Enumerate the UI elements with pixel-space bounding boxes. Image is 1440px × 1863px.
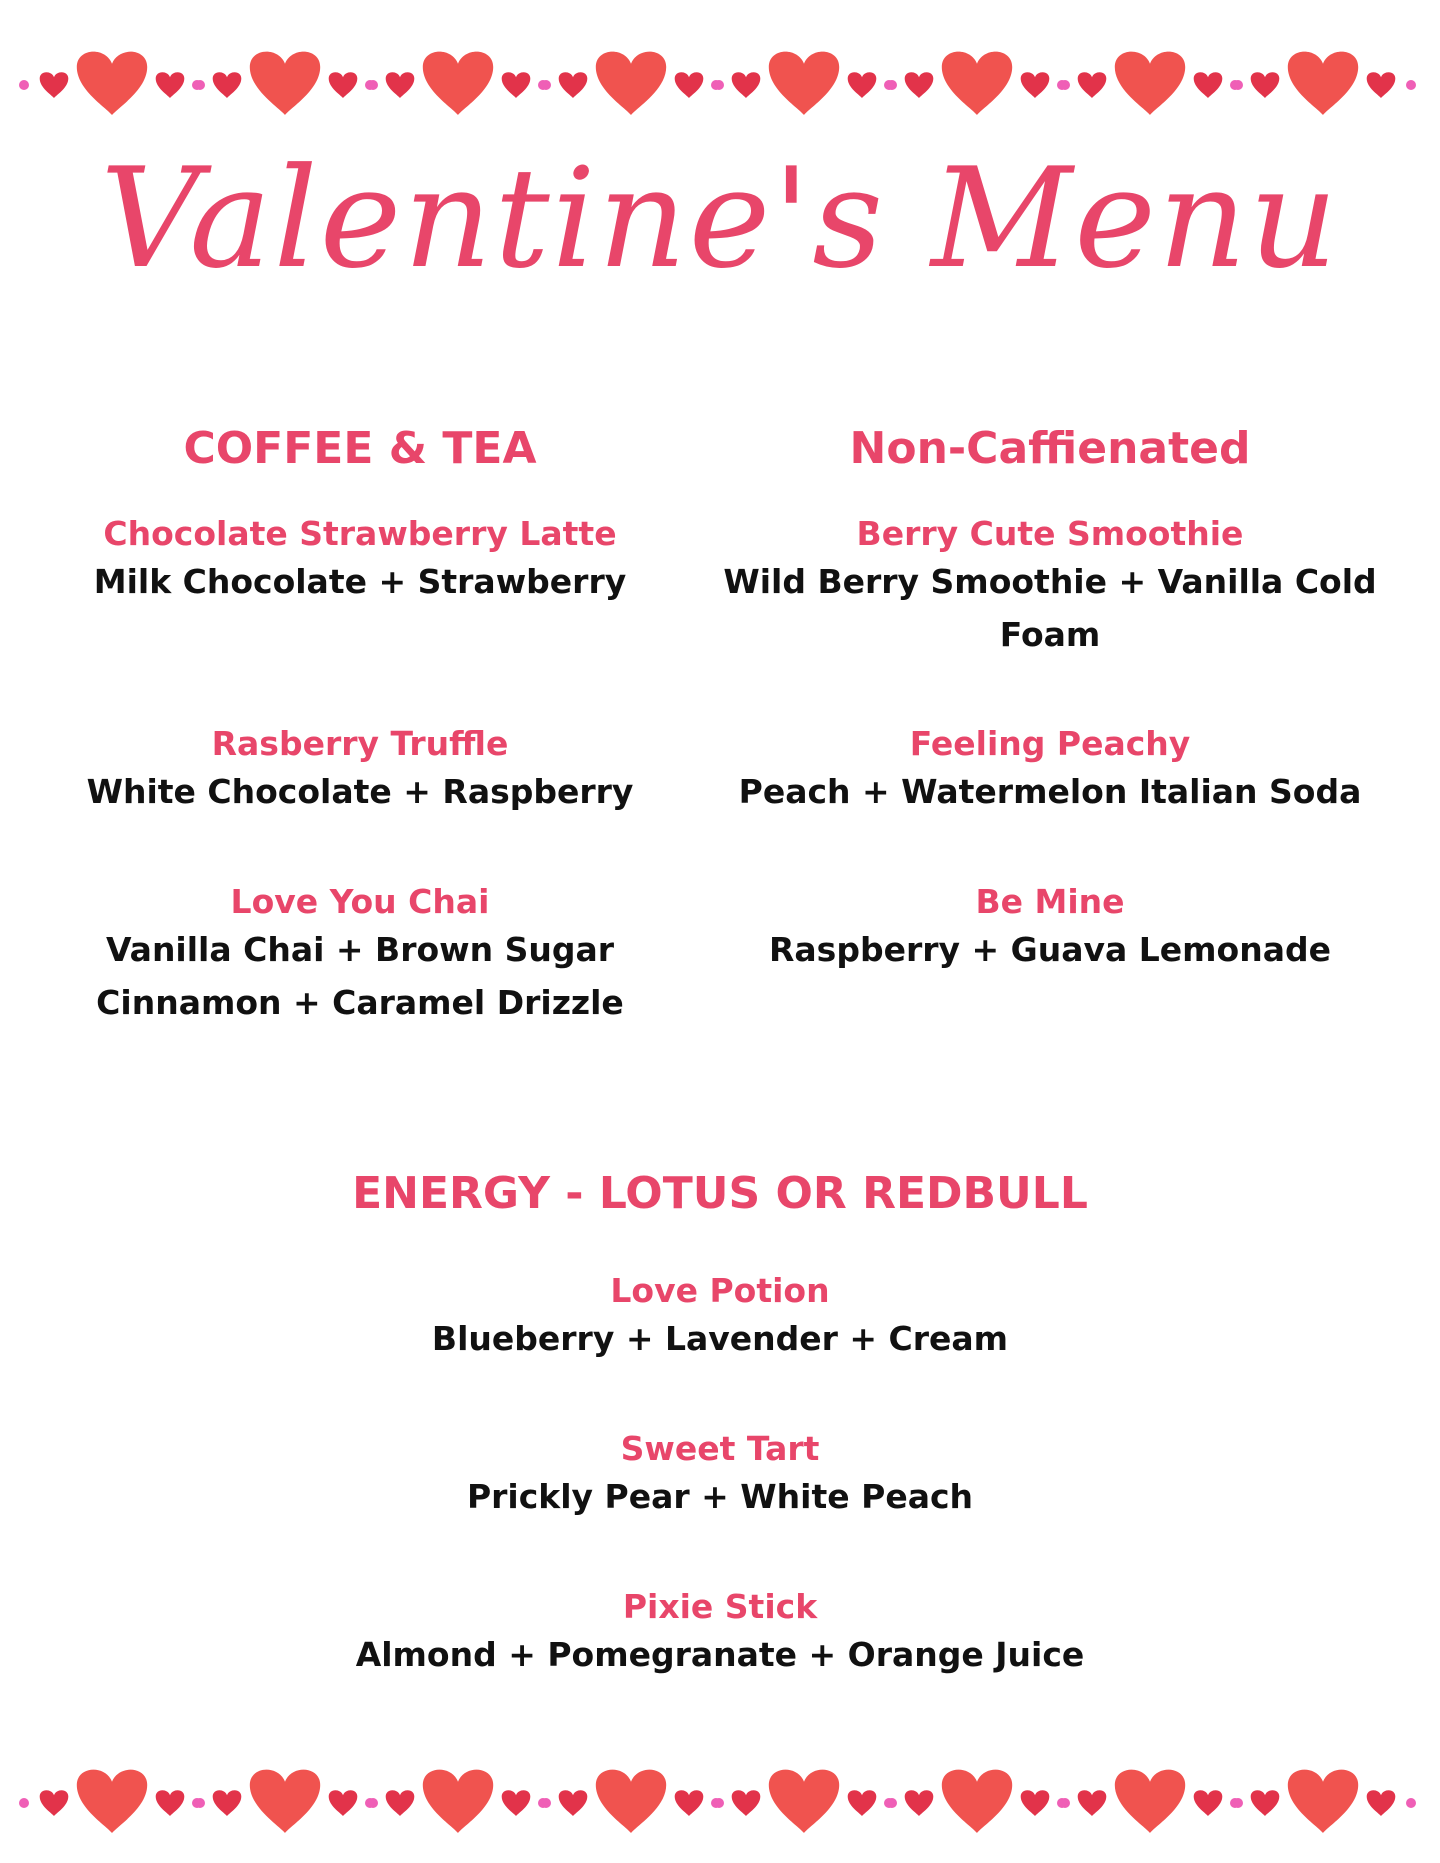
energy-section <box>120 1170 1320 1690</box>
heart-icon <box>559 1790 588 1816</box>
heart-icon <box>848 72 877 98</box>
item-description: Almond + Pomegranate + Orange Juice <box>355 1634 1085 1674</box>
heart-icon <box>559 72 588 98</box>
dot-ornament <box>365 80 375 90</box>
dot-ornament <box>1406 80 1416 90</box>
top-heart-border <box>0 38 1440 128</box>
heart-icon <box>423 52 493 115</box>
dot-ornament <box>192 1798 202 1808</box>
heart-icon <box>769 1770 839 1833</box>
heart-icon <box>1021 1790 1050 1816</box>
heart-icon <box>1367 72 1396 98</box>
item-name: Love Potion <box>610 1271 830 1310</box>
heart-icon <box>1078 1790 1107 1816</box>
dot-ornament <box>711 80 721 90</box>
dot-ornament <box>1230 80 1240 90</box>
item-description: White Chocolate + Raspberry <box>86 771 634 811</box>
heart-icon <box>77 1770 147 1833</box>
heart-icon <box>675 72 704 98</box>
dot-ornament <box>1057 80 1067 90</box>
bottom-heart-border <box>0 1756 1440 1846</box>
heart-icon <box>732 72 761 98</box>
coffee-tea-section <box>40 425 680 1045</box>
heart-icon <box>1115 52 1185 115</box>
dot-ornament <box>711 1798 721 1808</box>
heart-icon <box>1251 1790 1280 1816</box>
heart-icon <box>0 38 1440 128</box>
menu-item <box>120 1270 1320 1366</box>
item-description: Wild Berry Smoothie + Vanilla Cold Foam <box>723 561 1377 654</box>
heart-icon <box>386 1790 415 1816</box>
menu-item <box>40 513 680 609</box>
dot-ornament <box>1230 1798 1240 1808</box>
heart-icon <box>213 1790 242 1816</box>
heart-icon <box>596 52 666 115</box>
heart-icon <box>502 1790 531 1816</box>
dot-ornament <box>538 80 548 90</box>
heart-icon <box>1251 72 1280 98</box>
dot-ornament <box>1406 1798 1416 1808</box>
item-name: Feeling Peachy <box>909 724 1191 763</box>
heart-icon <box>40 1790 69 1816</box>
item-description: Blueberry + Lavender + Cream <box>431 1318 1009 1358</box>
heart-icon <box>1288 52 1358 115</box>
heart-icon <box>596 1770 666 1833</box>
heart-icon <box>77 52 147 115</box>
dot-ornament <box>365 1798 375 1808</box>
heart-icon <box>1115 1770 1185 1833</box>
item-description: Vanilla Chai + Brown Sugar Cinnamon + Caramel Drizzle <box>96 929 624 1022</box>
heart-icon <box>905 72 934 98</box>
item-name: Love You Chai <box>230 882 490 921</box>
section-heading-non-caffeinated: Non-Caffienated <box>849 423 1251 474</box>
dot-ornament <box>19 80 29 90</box>
menu-item <box>700 723 1400 819</box>
item-description: Milk Chocolate + Strawberry <box>93 561 627 601</box>
heart-icon <box>329 1790 358 1816</box>
heart-icon <box>1194 1790 1223 1816</box>
heart-icon <box>942 52 1012 115</box>
item-description: Prickly Pear + White Peach <box>466 1476 974 1516</box>
item-name: Sweet Tart <box>620 1429 820 1468</box>
heart-icon <box>213 72 242 98</box>
dot-ornament <box>884 1798 894 1808</box>
heart-icon <box>942 1770 1012 1833</box>
heart-icon <box>0 1756 1440 1846</box>
heart-icon <box>848 1790 877 1816</box>
heart-icon <box>1078 72 1107 98</box>
menu-item <box>90 881 630 1029</box>
menu-item <box>700 513 1400 661</box>
dot-ornament <box>19 1798 29 1808</box>
heart-icon <box>250 52 320 115</box>
heart-icon <box>156 1790 185 1816</box>
heart-icon <box>1021 72 1050 98</box>
section-heading-coffee-tea: COFFEE & TEA <box>183 423 537 474</box>
item-name: Berry Cute Smoothie <box>856 514 1244 553</box>
dot-ornament <box>884 80 894 90</box>
item-description: Raspberry + Guava Lemonade <box>769 929 1331 969</box>
menu-item <box>700 881 1400 977</box>
heart-icon <box>732 1790 761 1816</box>
heart-icon <box>675 1790 704 1816</box>
heart-icon <box>1288 1770 1358 1833</box>
dot-ornament <box>538 1798 548 1808</box>
menu-item <box>40 723 680 819</box>
dot-ornament <box>1057 1798 1067 1808</box>
page-title: Valentine's Menu <box>100 138 1340 299</box>
heart-icon <box>905 1790 934 1816</box>
heart-icon <box>502 72 531 98</box>
menu-item <box>120 1428 1320 1524</box>
dot-ornament <box>192 80 202 90</box>
heart-icon <box>769 52 839 115</box>
heart-icon <box>1367 1790 1396 1816</box>
item-name: Be Mine <box>975 882 1125 921</box>
heart-icon <box>250 1770 320 1833</box>
item-name: Pixie Stick <box>622 1587 818 1626</box>
item-description: Peach + Watermelon Italian Soda <box>738 771 1362 811</box>
heart-icon <box>1194 72 1223 98</box>
heart-icon <box>40 72 69 98</box>
heart-icon <box>329 72 358 98</box>
heart-icon <box>386 72 415 98</box>
item-name: Chocolate Strawberry Latte <box>103 514 617 553</box>
item-name: Rasberry Truffle <box>211 724 509 763</box>
section-heading-energy: ENERGY - LOTUS OR REDBULL <box>352 1168 1088 1219</box>
heart-icon <box>423 1770 493 1833</box>
heart-icon <box>156 72 185 98</box>
non-caffeinated-section <box>700 425 1400 1045</box>
menu-item <box>120 1586 1320 1682</box>
